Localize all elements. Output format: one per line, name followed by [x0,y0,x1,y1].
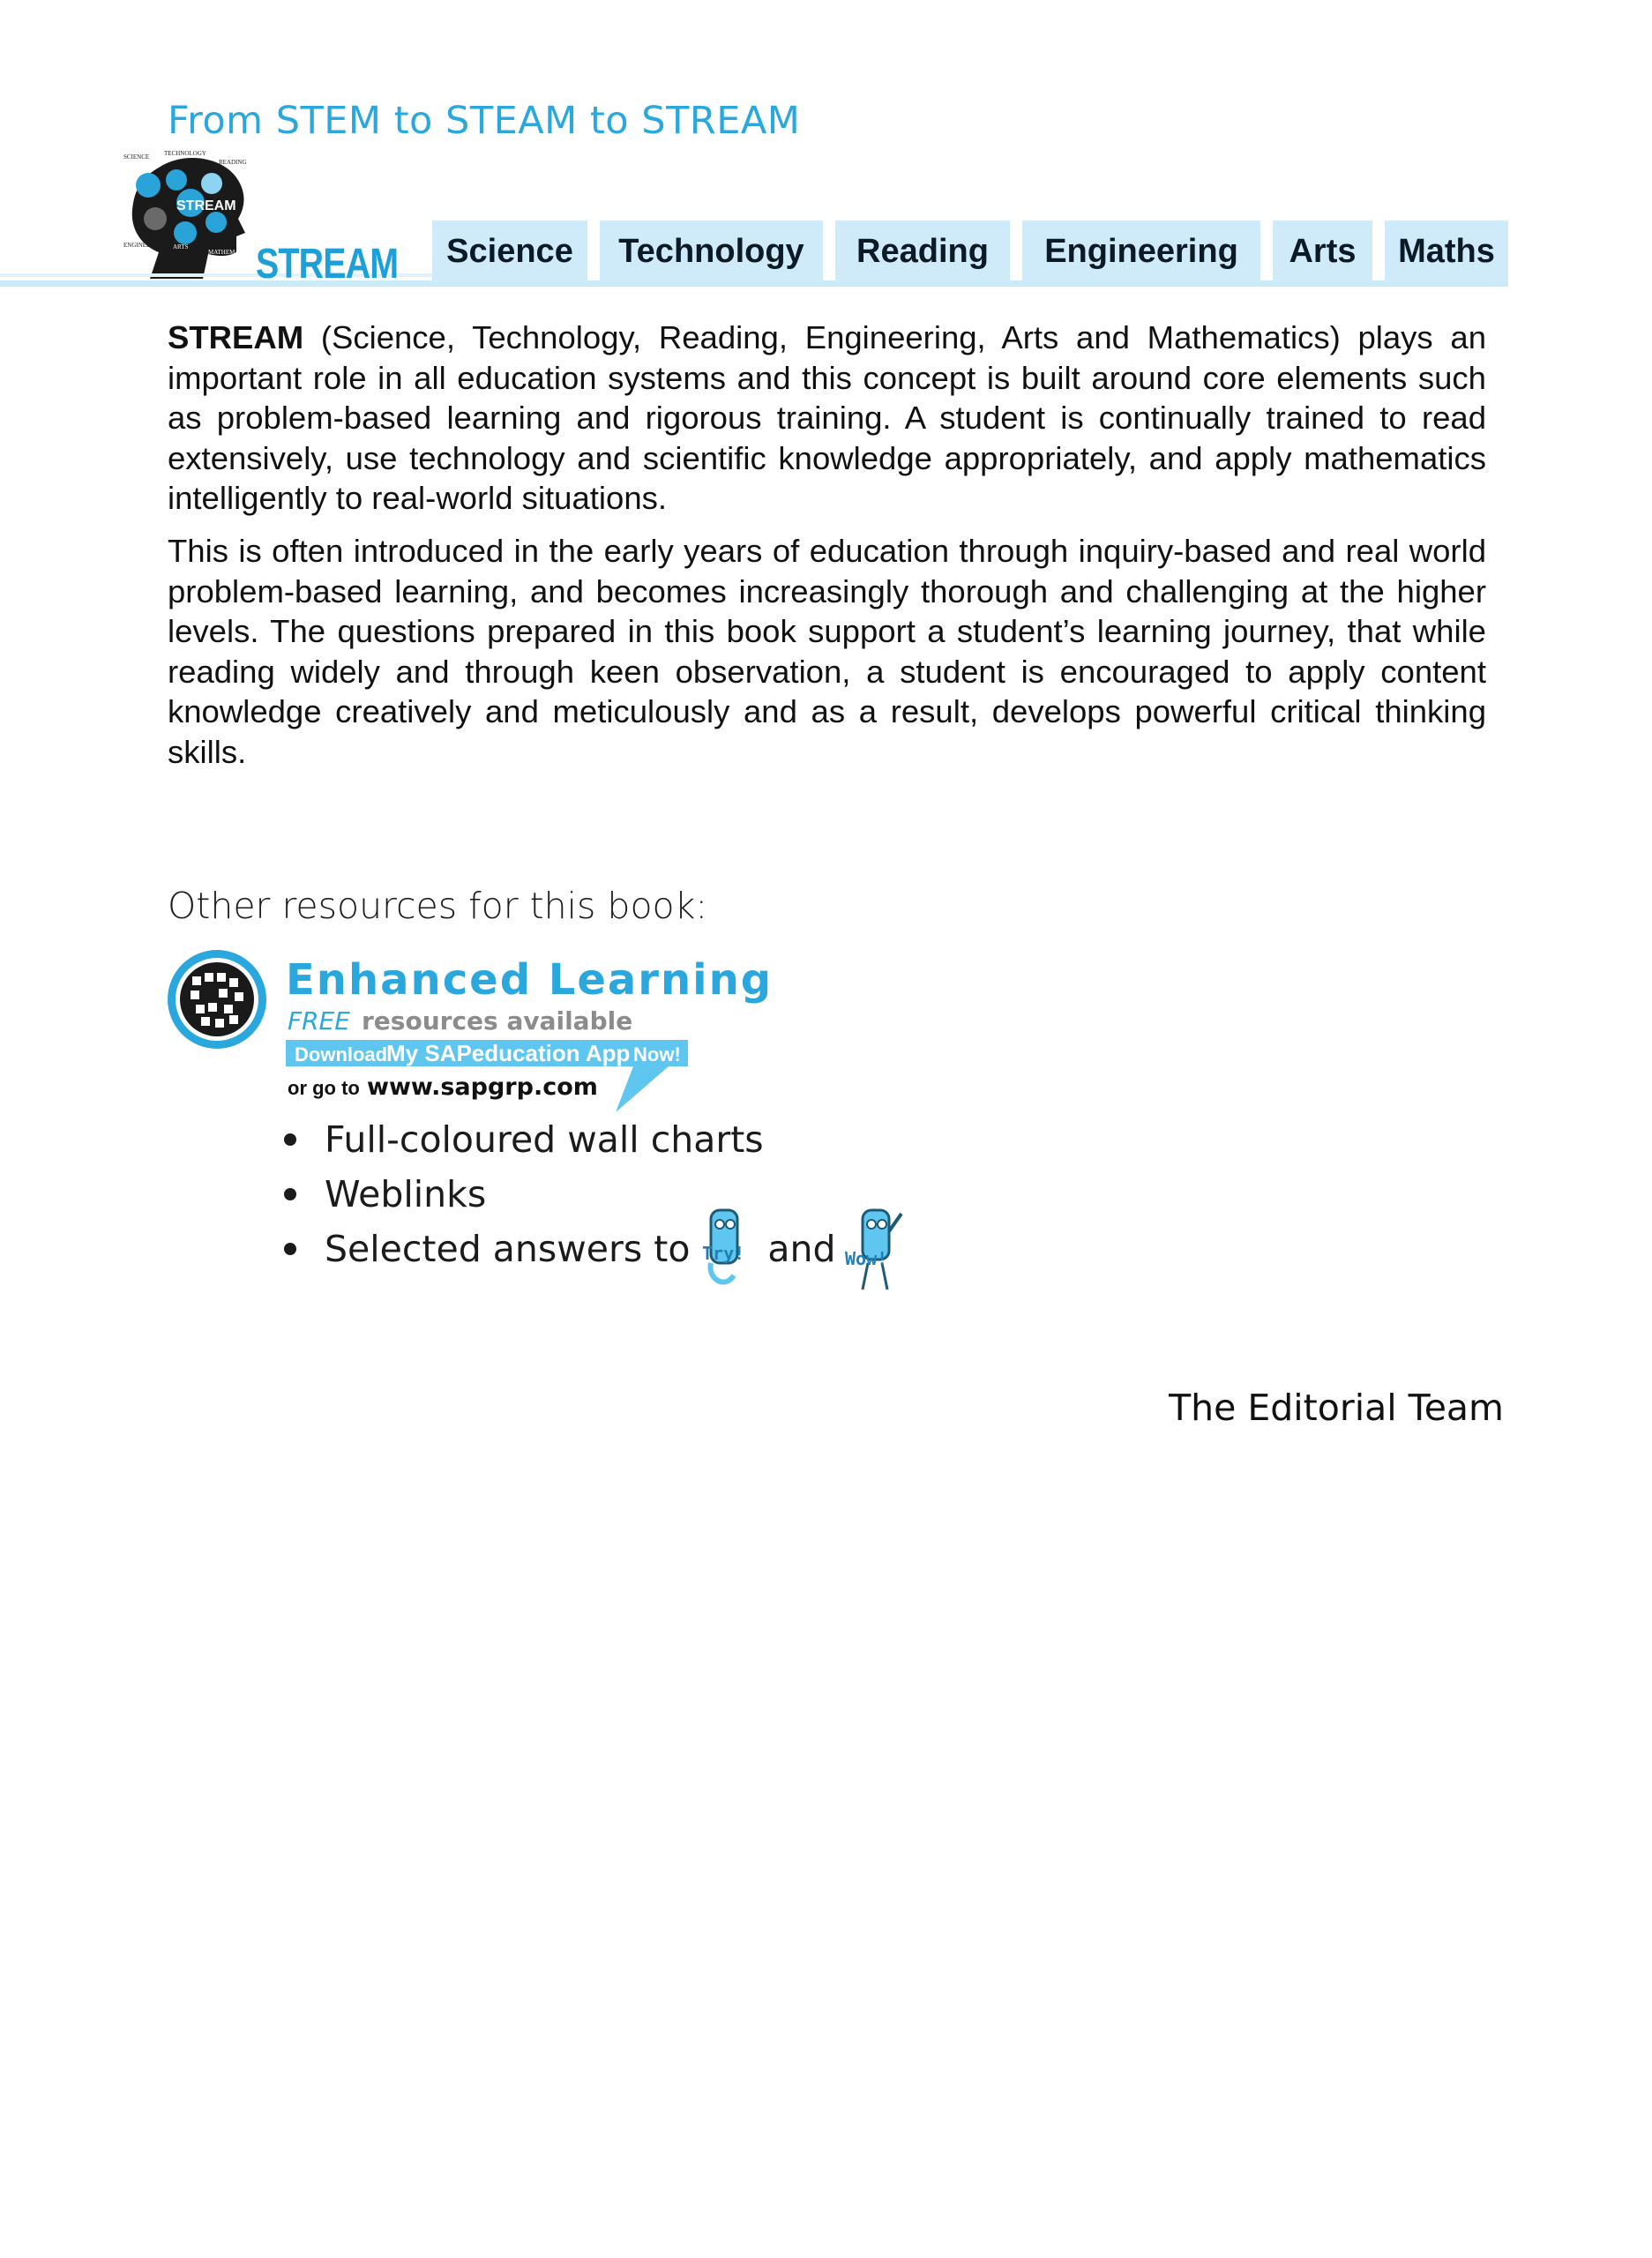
stream-lead: STREAM [168,319,304,355]
badge-free: FREE [288,1006,350,1036]
bullet-icon [284,1133,296,1146]
logo-label: SCIENCE [123,153,150,161]
logo-label: TECHNOLOGY [164,150,206,157]
list-item-text: Weblinks [325,1173,487,1215]
body-text [168,318,1486,785]
bullet-icon [284,1243,296,1255]
badge-or-go-to: or go to [288,1077,360,1099]
logo-label: READING [219,159,247,166]
try-mascot-icon [699,1205,760,1293]
bullet-icon [284,1188,296,1200]
resources-heading: Other resources for this book: [168,885,708,927]
badge-download: Download [295,1043,388,1065]
tab-reading: Reading [835,221,1010,282]
signoff: The Editorial Team [1169,1387,1504,1429]
logo-label: ARTS [173,243,189,250]
paragraph-1 [168,318,1486,519]
wow-mascot-icon [845,1205,916,1293]
tab-arts: Arts [1273,221,1372,282]
tab-engineering: Engineering [1022,221,1260,282]
tab-science: Science [432,221,587,282]
tab-technology: Technology [600,221,823,282]
stream-logo-word: STREAM [256,241,399,288]
list-item [284,1168,486,1221]
list-item [284,1222,916,1275]
and-word: and [767,1228,836,1270]
paragraph-1-text: (Science, Technology, Reading, Engineering, Arts and Mathematics) plays an important role in all education systems and this concept is built around core elements such as problem-based learning and rigorous training. A student is continually trained to read extensively, use technology and scientific knowledge appropriately, and apply mathematics intelligently to real-world situations. [168,319,1486,517]
wow-label: Wow! [844,1248,887,1269]
list-item [284,1113,764,1166]
stream-logo-icon [123,148,256,279]
paragraph-2: This is often introduced in the early years of education through inquiry-based and real world problem-based learning, and becomes increasingly thorough and challenging at the higher levels. The questions prepared in this book support a student’s learning journey, that while reading widely and through keen observation, a student is encouraged to apply content knowledge creatively and meticulously and as a result, develops powerful critical thinking skills. [168,532,1486,770]
logo-label: ENGINEERING [123,242,166,249]
badge-app: My SAPeducation App [386,1040,631,1066]
badge-free-rest: resources available [362,1006,633,1036]
logo-label: MATHEMATICS [208,249,252,256]
badge-url: www.sapgrp.com [367,1073,598,1101]
logo-label: STREAM [176,198,236,213]
badge-now: Now! [633,1043,681,1065]
badge-title: Enhanced Learning [286,955,774,1005]
list-item-text: Selected answers to [325,1228,691,1270]
enhanced-learning-badge [166,948,854,1116]
page-title: From STEM to STEAM to STREAM [168,99,801,143]
list-item-text: Full-coloured wall charts [325,1118,764,1161]
tab-maths: Maths [1385,221,1508,282]
try-label: Try! [702,1243,745,1264]
